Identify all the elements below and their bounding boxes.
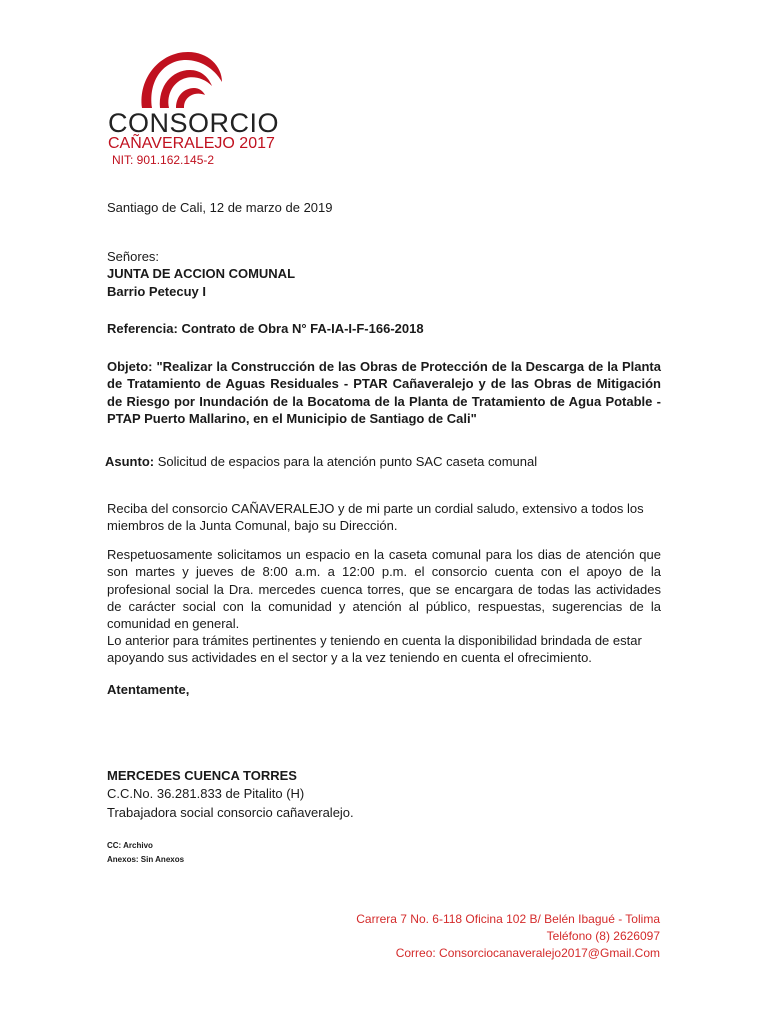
salutation: Señores: [107,249,160,264]
footer-address: Carrera 7 No. 6-118 Oficina 102 B/ Belén Ibagué - Tolima [356,912,660,926]
subject-label: Asunto: [105,454,155,469]
subject-value: Solicitud de espacios para la atención punto SAC caseta comunal [157,454,538,469]
logo-name: CONSORCIO [108,108,280,138]
letter-date: Santiago de Cali, 12 de marzo de 2019 [107,200,333,215]
object-value: "Realizar la Construcción de las Obras de Protección de la Descarga de la Planta de Tratamiento de Aguas Residuales - PTAR Cañaveralejo y de las Obras de Mitigación de Riesgo por Inundación de la Bocatoma de la Planta de Tratamiento de Agua Potable - PTAP Puerto Mallarino, en el Municipio de Santiago de Cali" [107,359,661,426]
subject-line [105,454,537,470]
body-paragraph-3: Lo anterior para trámites pertinentes y teniendo en cuenta la disponibilidad brindada de estar apoyando sus actividades en el sector y a la vez teniendo en cuenta el ofrecimiento. [107,633,642,666]
annexes-line: Anexos: Sin Anexos [107,855,185,864]
footer-phone: Teléfono (8) 2626097 [546,929,660,943]
footer-email: Correo: Consorciocanaveralejo2017@Gmail.Com [395,946,660,960]
recipient-name: JUNTA DE ACCION COMUNAL [107,266,296,281]
recipient-address: Barrio Petecuy I [107,284,206,299]
logo-swirl-icon [136,48,226,110]
logo-subtitle: CAÑAVERALEJO 2017 [108,135,275,152]
object-paragraph [107,358,661,427]
reference-value: Contrato de Obra N° FA-IA-I-F-166-2018 [181,321,424,336]
signer-id: C.C.No. 36.281.833 de Pitalito (H) [107,786,305,801]
logo-swirl-inner [160,70,212,108]
signer-name: MERCEDES CUENCA TORRES [107,768,297,783]
reference-label: Referencia: [107,321,178,336]
body-paragraph-1: Reciba del consorcio CAÑAVERALEJO y de mi parte un cordial saludo, extensivo a todos los miembros de la Junta Comunal, bajo su Dirección. [107,501,644,534]
object-label: Objeto: [107,359,153,374]
logo-swirl-core [176,88,205,108]
signer-role: Trabajadora social consorcio cañaveralejo. [107,805,354,820]
cc-line: CC: Archivo [107,841,153,850]
closing: Atentamente, [107,682,190,697]
reference-line [107,321,424,337]
body-paragraph-2: Respetuosamente solicitamos un espacio en la caseta comunal para los dias de atención que son martes y jueves de 8:00 a.m. a 12:00 p.m. el consorcio cuenta con el apoyo de la profesional social la Dra. mercedes cuenca torres, que se encargara de todas las actividades de carácter social con la comunidad y atención al público, respuestas, sugerencias de la comunidad en general. [107,547,661,632]
logo-nit: NIT: 901.162.145-2 [112,153,215,167]
